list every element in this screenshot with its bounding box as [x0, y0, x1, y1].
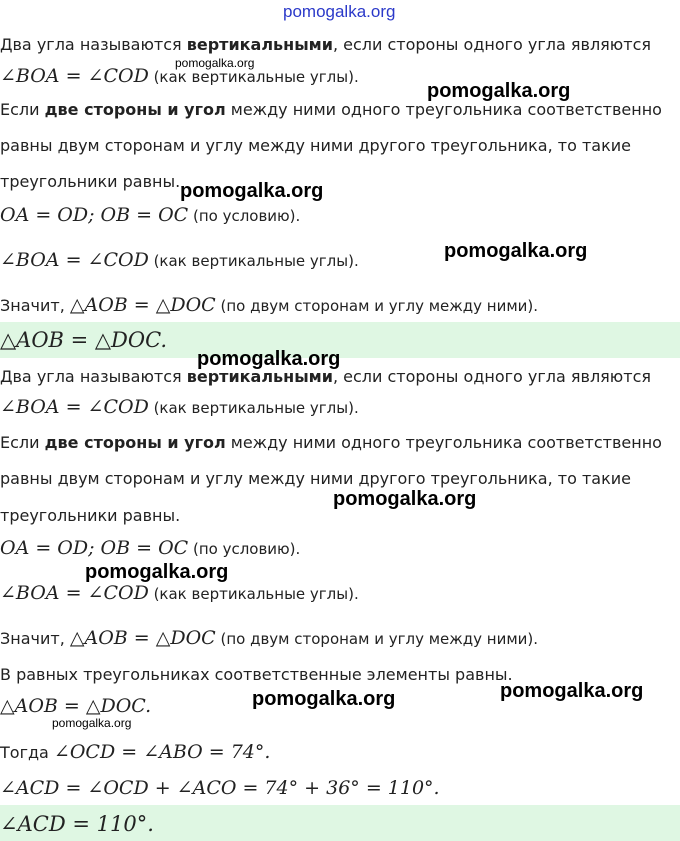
paragraph-sas-def-2-line3: треугольники равны. [0, 506, 181, 525]
watermark-1: pomogalka.org [175, 56, 255, 70]
formula: ∠OCD = ∠ABO = 74°. [53, 741, 271, 763]
text: Если [0, 433, 45, 452]
bold-term: вертикальными [186, 35, 333, 54]
formula: ∠BOA = ∠COD [0, 65, 149, 87]
math-line-conclusion-2 [0, 628, 538, 649]
paragraph-sas-def-line3: треугольники равны. [0, 172, 181, 191]
math-line-then [0, 742, 270, 763]
text: Тогда [0, 743, 54, 762]
watermark-8: pomogalka.org [500, 680, 644, 702]
bold-term: две стороны и угол [44, 100, 226, 119]
formula: OA = OD; OB = OC [0, 204, 189, 226]
math-line-given [0, 205, 300, 226]
bold-term: две стороны и угол [44, 433, 226, 452]
watermark-9: pomogalka.org [252, 688, 396, 710]
watermark-2: pomogalka.org [427, 80, 571, 102]
text: между ними одного треугольника соответственно [225, 100, 662, 119]
text: , если стороны одного угла являются [332, 35, 652, 54]
formula-note: (по условию). [188, 207, 301, 225]
math-line-conclusion [0, 295, 538, 316]
result-formula-1: △AOB = △DOC. [0, 328, 168, 352]
watermark-7: pomogalka.org [85, 561, 229, 583]
formula: △AOB = △DOC [69, 294, 216, 316]
formula-note: (как вертикальные углы). [148, 68, 359, 86]
paragraph-vertical-angles-def [0, 35, 651, 55]
formula-note: (по двум сторонам и углу между ними). [215, 630, 539, 648]
math-line-acd-sum: ∠ACD = ∠OCD + ∠ACO = 74° + 36° = 110°. [0, 777, 440, 799]
formula: OA = OD; OB = OC [0, 537, 189, 559]
formula-note: (по условию). [188, 540, 301, 558]
watermark-10: pomogalka.org [52, 716, 132, 730]
watermark-3: pomogalka.org [180, 180, 324, 202]
paragraph-sas-def [0, 100, 662, 120]
text: Два угла называются [0, 35, 187, 54]
watermark-4: pomogalka.org [444, 240, 588, 262]
paragraph-sas-def-line2: равны двум сторонам и углу между ними другого треугольника, то такие [0, 136, 631, 155]
text: Два угла называются [0, 367, 187, 386]
math-line-vertical [0, 250, 359, 271]
formula: △AOB = △DOC [69, 627, 216, 649]
paragraph-equal-elements: В равных треугольниках соответственные элементы равны. [0, 665, 513, 684]
watermark-6: pomogalka.org [333, 488, 477, 510]
text: , если стороны одного угла являются [332, 367, 652, 386]
paragraph-sas-def-2 [0, 433, 662, 453]
formula: ∠BOA = ∠COD [0, 582, 149, 604]
paragraph-sas-def-2-line2: равны двум сторонам и углу между ними другого треугольника, то такие [0, 469, 631, 488]
formula-note: (как вертикальные углы). [148, 252, 359, 270]
watermark-5: pomogalka.org [197, 348, 341, 370]
math-line-triangles-equal: △AOB = △DOC. [0, 695, 152, 717]
text: между ними одного треугольника соответственно [225, 433, 662, 452]
text: Значит, [0, 296, 70, 315]
formula: ∠BOA = ∠COD [0, 396, 149, 418]
site-watermark-top[interactable]: pomogalka.org [283, 2, 396, 21]
result-formula-2: ∠ACD = 110°. [0, 812, 154, 836]
formula-note: (по двум сторонам и углу между ними). [215, 297, 539, 315]
text: Значит, [0, 629, 70, 648]
math-line-vertical-2 [0, 583, 359, 604]
text: Если [0, 100, 45, 119]
math-line-angles-2 [0, 397, 359, 418]
math-line-given-2 [0, 538, 300, 559]
formula-note: (как вертикальные углы). [148, 399, 359, 417]
bold-term: вертикальными [186, 367, 333, 386]
formula-note: (как вертикальные углы). [148, 585, 359, 603]
formula: ∠BOA = ∠COD [0, 249, 149, 271]
